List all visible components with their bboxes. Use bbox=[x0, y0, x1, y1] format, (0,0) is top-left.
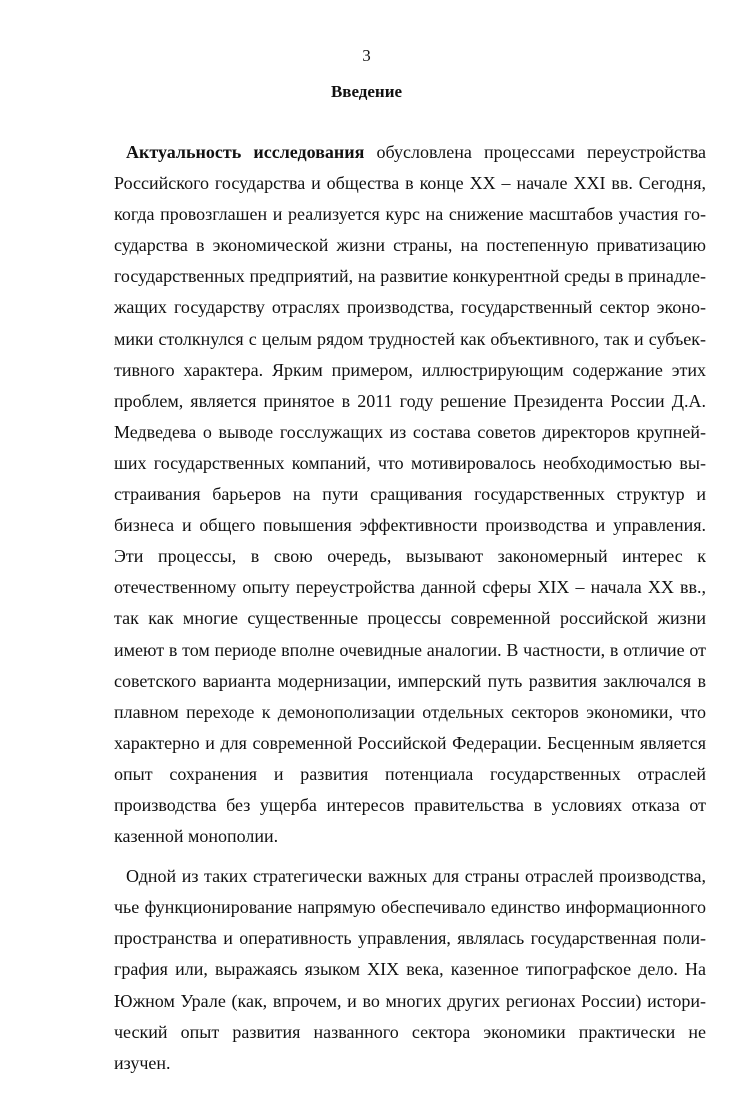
paragraph-lead-bold: Актуальность исследования bbox=[126, 142, 365, 162]
body-text bbox=[114, 137, 706, 1079]
paragraph-printing-industry: Одной из таких стратегически важных для страны отраслей производства, чье функционирование напрямую обеспечивало единство информационного пространства и оперативность управления, являлась государственная полиграфия или, выражаясь языком XIX века, казенное типографское дело. На Южном Урале (как, впрочем, и во многих других регионах России) исторический опыт развития названного сектора экономики практически не изучен. bbox=[114, 866, 706, 1073]
paragraph-text: обусловлена процессами переустройства Российского государства и общества в конце XX – начале XXI вв. Сегодня, когда провозглашен и реализуется курс на снижение масштабов участия государства в экономической жизни страны, на постепенную приватизацию государственных предприятий, на развитие конкурентной среды в принадлежащих государству отраслях производства, государственный сектор экономики столкнулся с целым рядом трудностей как объективного, так и субъективного характера. Ярким примером, иллюстрирующим содержание этих проблем, является принятое в 2011 году решение Президента России Д.А. Медведева о выводе госслужащих из состава советов директоров крупнейших государственных компаний, что мотивировалось необходимостью выстраивания барьеров на пути сращивания государственных структур и бизнеса и общего повышения эффективности производства и управления. Эти процессы, в свою очередь, вызывают закономерный интерес к отечественному опыту переустройства данной сферы XIX – начала XX вв., так как многие существенные процессы современной российской жизни имеют в том периоде вполне очевидные аналогии. В частности, в отличие от советского варианта модернизации, имперский путь развития заключался в плавном переходе к демонополизации отдельных секторов экономики, что характерно и для современной Российской Федерации. Бесценным является опыт сохранения и развития потенциала государственных отраслей производства без ущерба интересов правительства в условиях отказа от казенной монополии. bbox=[114, 142, 706, 847]
section-title: Введение bbox=[330, 82, 403, 101]
paragraph-relevance bbox=[114, 137, 706, 852]
page-number: 3 bbox=[362, 46, 371, 65]
